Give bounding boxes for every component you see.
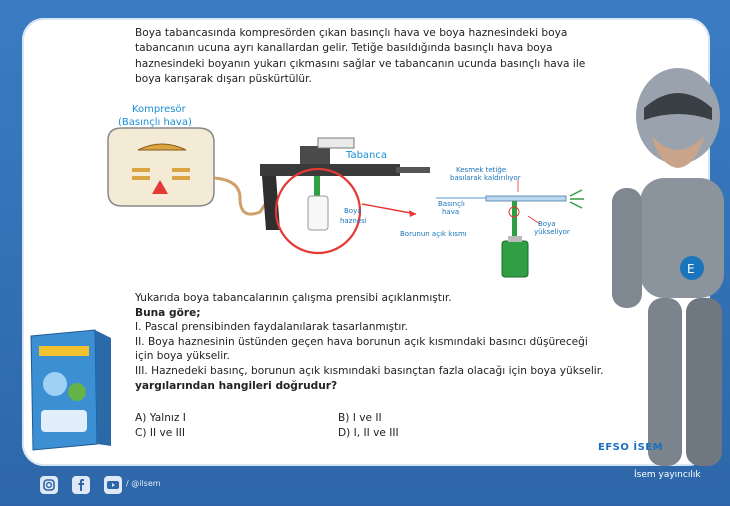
detail-tube-label: Borunun açık kısmı [400,230,467,238]
detail-paint-label-1: Boya [538,220,556,228]
efso-isem-logo: EFSO İSEM [598,442,664,453]
facebook-icon[interactable] [72,476,90,494]
question-block [135,291,605,393]
instagram-icon[interactable] [40,476,58,494]
compressor-illustration [108,128,214,206]
tank-label-1: Boya [344,207,362,215]
zoom-arrow [362,204,416,214]
option-c[interactable]: C) II ve III [135,426,186,439]
youtube-icon[interactable] [104,476,122,494]
option-d[interactable]: D) I, II ve III [338,426,399,439]
question-prompt: yargılarından hangileri doğrudur? [135,379,338,392]
answer-options [135,411,555,440]
detail-trigger-label-2: basılarak kaldırılıyor [450,174,521,182]
intro-text: Boya tabancasında kompresörden çıkan basınçlı hava ve boya haznesindeki boya tabancanın ucuna ayrı kanallardan gelir. Tetiğe basıldığında basınçlı hava boya haznesindeki boyanın yukarı çıkmasını sağlar ve tabancanın ucunda basınçlı hava ile boya karışarak dışarı püskürtülür. [135,27,586,86]
statement-2: II. Boya haznesinin üstünden geçen hava borunun açık kısmındaki basıncı düşüreceği için boya yükselir. [135,335,588,363]
paint-gun-diagram [100,100,620,290]
detail-paint-label-2: yükseliyor [534,228,570,236]
social-handle[interactable]: / @ilsem [126,479,161,488]
compressor-label-1: Kompresör [132,104,186,115]
tank-label-2: haznesi [340,217,367,225]
statement-1: I. Pascal prensibinden faydalanılarak tasarlanmıştır. [135,321,409,334]
question-lead: Buna göre; [135,306,201,319]
detail-air-label-1: Basınçlı [438,200,465,208]
robot-mascot-illustration [600,38,730,466]
gun-label: Tabanca [346,150,388,161]
option-b[interactable]: B) I ve II [338,412,382,424]
book-cover-illustration [25,326,117,454]
svg-text:E: E [687,262,695,276]
question-intro: Yukarıda boya tabancalarının çalışma prensibi açıklanmıştır. [135,292,452,304]
statement-3: III. Haznedeki basınç, borunun açık kısmındaki basınçtan fazla olacağı için boya yükselir. [135,364,604,377]
isem-yayincilik-logo: İsem yayıncılık [634,470,701,480]
detail-air-label-2: hava [442,208,460,216]
detail-trigger-label-1: Kesmek tetiğe [456,166,507,174]
option-a[interactable]: A) Yalnız I [135,412,186,424]
compressor-label-2: (Basınçlı hava) [118,117,192,128]
